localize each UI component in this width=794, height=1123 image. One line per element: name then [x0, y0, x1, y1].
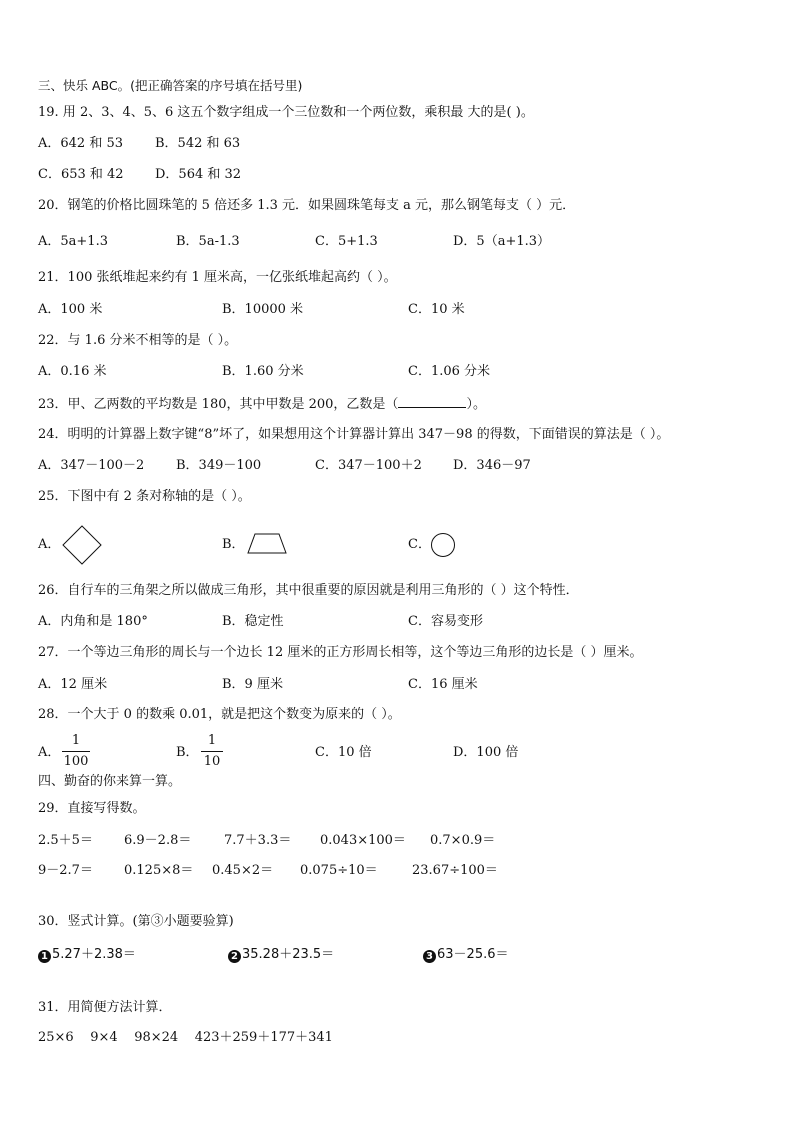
q23-text-before: 23．甲、乙两数的平均数是 180，其中甲数是 200，乙数是（: [38, 397, 399, 412]
q22-option-a: A．0.16 米: [38, 364, 107, 379]
calc-item: 9－2.7＝: [38, 863, 93, 878]
q20-option-a: A．5a+1.3: [38, 234, 108, 249]
q26-option-a: A．内角和是 180°: [38, 614, 148, 629]
calc-expression: 35.28＋23.5＝: [242, 947, 335, 962]
question-29: 29．直接写得数。: [38, 801, 146, 816]
fraction-denominator: 10: [203, 754, 221, 769]
calc-item: 23.67÷100＝: [412, 863, 498, 878]
fraction-denominator: 100: [63, 754, 89, 769]
calc-item: 0.7×0.9＝: [430, 833, 496, 848]
q24-option-b: B．349－100: [176, 458, 262, 473]
q28-option-c: C．10 倍: [315, 745, 372, 760]
q19-option-c: C．653 和 42: [38, 167, 124, 182]
question-22: 22．与 1.6 分米不相等的是（ ）。: [38, 333, 238, 348]
circled-number-icon: 1: [38, 950, 51, 963]
q22-option-c: C．1.06 分米: [408, 364, 491, 379]
q19-option-d: D．564 和 32: [155, 167, 242, 182]
question-20: 20．钢笔的价格比圆珠笔的 5 倍还多 1.3 元．如果圆珠笔每支 a 元，那么钢笔每支（ ）元．: [38, 198, 576, 213]
q27-option-c: C．16 厘米: [408, 677, 478, 692]
calc-item: 0.125×8＝: [124, 863, 194, 878]
q25-option-c: C．: [408, 537, 431, 552]
q26-option-b: B．稳定性: [222, 614, 284, 629]
question-31: 31．用简便方法计算．: [38, 1000, 172, 1015]
fraction-numerator: 1: [207, 733, 217, 748]
trapezoid-icon: [246, 533, 288, 555]
question-28: 28．一个大于 0 的数乘 0.01，就是把这个数变为原来的（ ）。: [38, 707, 401, 722]
calc-item: 6.9－2.8＝: [124, 833, 192, 848]
q25-option-b: B．: [222, 537, 245, 552]
vertical-calc-item-3: [423, 947, 509, 963]
q20-option-c: C．5+1.3: [315, 234, 378, 249]
section-4-title: 四、勤奋的你来算一算。: [38, 774, 182, 789]
fraction-1-100: [62, 733, 90, 770]
q28-option-b: B．: [176, 745, 199, 760]
q24-option-d: D．346－97: [453, 458, 531, 473]
question-21: 21．100 张纸堆起来约有 1 厘米高，一亿张纸堆起高约（ ）。: [38, 270, 397, 285]
q20-option-b: B．5a-1.3: [176, 234, 240, 249]
section-3-title: 三、快乐 ABC。(把正确答案的序号填在括号里): [38, 78, 303, 93]
q28-option-d: D．100 倍: [453, 745, 519, 760]
answer-blank[interactable]: [398, 395, 466, 408]
circled-number-icon: 2: [228, 950, 241, 963]
q22-option-b: B．1.60 分米: [222, 364, 304, 379]
question-24: 24．明明的计算器上数字键“8”坏了，如果想用这个计算器计算出 347－98 的得数，下面错误的算法是（ ）。: [38, 427, 670, 442]
question-27: 27．一个等边三角形的周长与一个边长 12 厘米的正方形周长相等，这个等边三角形的边长是（ ）厘米。: [38, 645, 643, 660]
q19-option-b: B．542 和 63: [155, 136, 241, 151]
circle-icon: [430, 532, 456, 558]
q27-option-a: A．12 厘米: [38, 677, 108, 692]
vertical-calc-item-2: [228, 947, 334, 963]
diamond-icon: [62, 525, 102, 565]
q21-option-a: A．100 米: [38, 302, 103, 317]
vertical-calc-item-1: [38, 947, 136, 963]
question-25: 25．下图中有 2 条对称轴的是（ ）。: [38, 489, 251, 504]
q23-text-after: ）。: [466, 397, 486, 412]
question-30: 30．竖式计算。(第③小题要验算): [38, 914, 234, 929]
q31-expressions: 25×6 9×4 98×24 423＋259＋177＋341: [38, 1030, 333, 1045]
q19-option-a: A．642 和 53: [38, 136, 124, 151]
calc-item: 2.5＋5＝: [38, 833, 93, 848]
q25-option-a: A．: [38, 537, 61, 552]
circled-number-icon: 3: [423, 950, 436, 963]
q27-option-b: B．9 厘米: [222, 677, 283, 692]
q21-option-b: B．10000 米: [222, 302, 304, 317]
q24-option-a: A．347－100－2: [38, 458, 145, 473]
fraction-numerator: 1: [71, 733, 81, 748]
q26-option-c: C．容易变形: [408, 614, 483, 629]
fraction-1-10: [201, 733, 223, 770]
calc-item: 0.075÷10＝: [300, 863, 378, 878]
question-23: [38, 395, 486, 413]
question-26: 26．自行车的三角架之所以做成三角形，其中很重要的原因就是利用三角形的（ ）这个特性．: [38, 583, 579, 598]
calc-expression: 5.27＋2.38＝: [52, 947, 136, 962]
q28-option-a: A．: [38, 745, 61, 760]
q21-option-c: C．10 米: [408, 302, 465, 317]
q20-option-d: D．5（a+1.3）: [453, 234, 551, 249]
q24-option-c: C．347－100＋2: [315, 458, 422, 473]
question-19: 19. 用 2、3、4、5、6 这五个数字组成一个三位数和一个两位数，乘积最 大的是( )。: [38, 105, 534, 120]
calc-item: 0.043×100＝: [320, 833, 406, 848]
calc-expression: 63－25.6＝: [437, 947, 509, 962]
calc-item: 0.45×2＝: [212, 863, 274, 878]
calc-item: 7.7＋3.3＝: [224, 833, 292, 848]
